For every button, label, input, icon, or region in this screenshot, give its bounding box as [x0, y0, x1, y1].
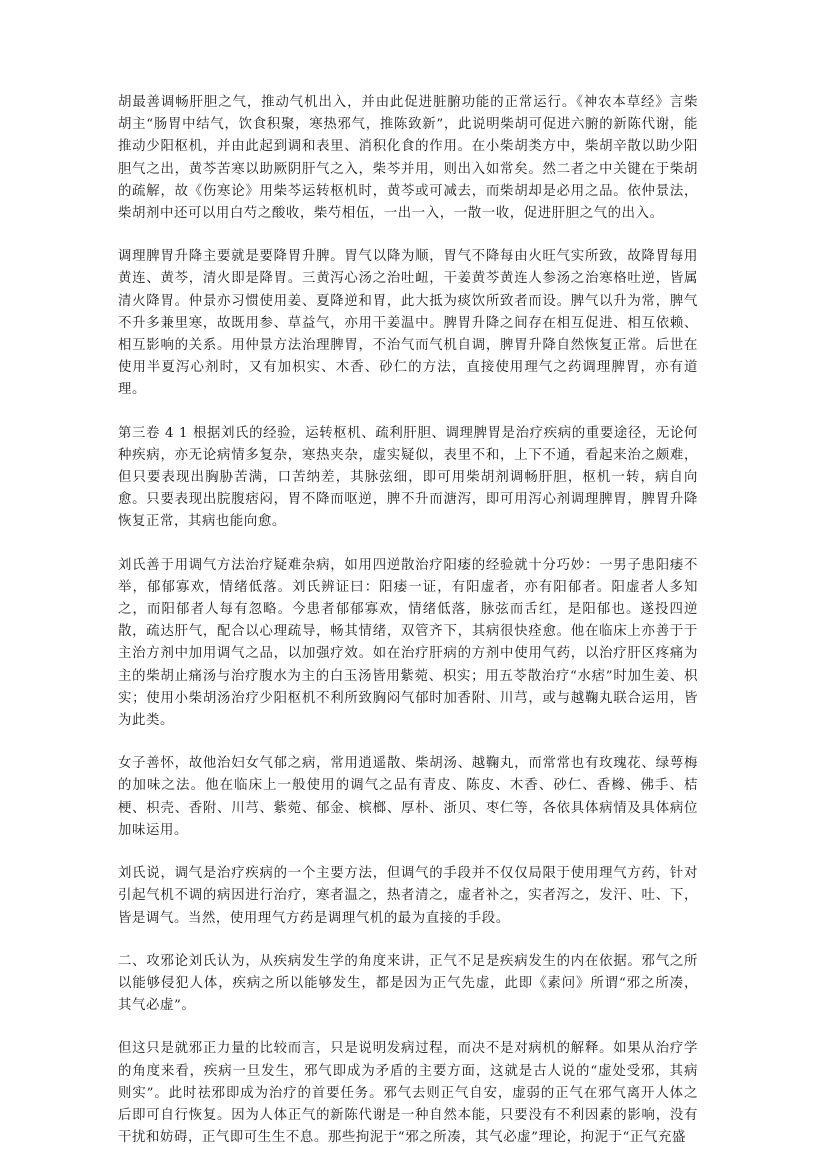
document-page — [118, 92, 698, 1170]
paragraph-qi-regulation-methods: 刘氏说，调气是治疗疾病的一个主要方法，但调气的手段并不仅仅局限于使用理气方药，针对引起气机不调的病因进行治疗，寒者温之，热者清之，虚者补之，实者泻之，发汗、吐、下，皆是调气。当然，使用理气方药是调理气机的最为直接的手段。 — [118, 866, 698, 926]
paragraph-chaihu: 胡最善调畅肝胆之气，推动气机出入，并由此促进脏腑功能的正常运行。《神农本草经》言柴胡主“肠胃中结气，饮食积聚，寒热邪气，推陈致新”，此说明柴胡可促进六腑的新陈代谢，能推动少阳枢机，并由此起到调和表里、消积化食的作用。在小柴胡类方中，柴胡辛散以助少阳胆气之出，黄芩苦寒以助厥阴肝气之入，柴芩并用，则出入如常矣。然二者之中关键在于柴胡的疏解，故《伤寒论》用柴芩运转枢机时，黄芩或可减去，而柴胡却是必用之品。依仲景法，柴胡剂中还可以用白芍之酸收，柴芍相伍，一出一入，一散一收，促进肝胆之气的出入。 — [118, 95, 698, 222]
paragraph-qi-regulation-cases: 刘氏善于用调气方法治疗疑难杂病，如用四逆散治疗阳痿的经验就十分巧妙：一男子患阳痿不举，郁郁寡欢，情绪低落。刘氏辨证曰：阳痿一证，有阳虚者，亦有阳郁者。阳虚者人多知之，而阳郁者人每有忽略。今患者郁郁寡欢，情绪低落，脉弦而舌红，是阳郁也。遂投四逆散，疏达肝气，配合以心理疏导，畅其情绪，双管齐下，其病很快痊愈。他在临床上亦善于于主治方剂中加用调气之品，以加强疗效。如在治疗肝病的方剂中使用气药，以治疗肝区疼痛为主的柴胡止痛汤与治疗腹水为主的白玉汤皆用紫菀、枳实；用五苓散治疗“水痞”时加生姜、枳实；使用小柴胡汤治疗少阳枢机不利所致胸闷气郁时加香附、川芎，或与越鞠丸联合运用，皆为此类。 — [118, 557, 698, 729]
paragraph-spleen-stomach: 调理脾胃升降主要就是要降胃升脾。胃气以降为顺，胃气不降每由火旺气实所致，故降胃每用黄连、黄芩，清火即是降胃。三黄泻心汤之治吐衄，干姜黄芩黄连人参汤之治寒格吐逆，皆属清火降胃。仲景亦习惯使用姜、夏降逆和胃，此大抵为痰饮所致者而设。脾气以升为常，脾气不升多兼里寒，故既用参、草益气，亦用干姜温中。脾胃升降之间存在相互促进、相互依赖、相互影响的关系。用仲景方法治理脾胃，不治气而气机自调，脾胃升降自然恢复正常。后世在使用半夏泻心剂时，又有加枳实、木香、砂仁的方法，直接使用理气之药调理脾胃，亦有道理。 — [118, 249, 698, 398]
paragraph-attacking-pathogen: 二、攻邪论刘氏认为，从疾病发生学的角度来讲，正气不足是疾病发生的内在依据。邪气之所以能够侵犯人体，疾病之所以能够发生，都是因为正气先虚，此即《素问》所谓“邪之所凑，其气必虚”。 — [118, 953, 698, 1014]
paragraph-women-qi-stagnation: 女子善怀，故他治妇女气郁之病，常用逍遥散、柴胡汤、越鞠丸，而常常也有玫瑰花、绿萼梅的加味之法。他在临床上一般使用的调气之品有青皮、陈皮、木香、砂仁、香橼、佛手、桔梗、枳壳、香附、川芎、紫菀、郁金、槟榔、厚朴、浙贝、枣仁等，各依具体病情及具体病位加味运用。 — [118, 756, 698, 838]
paragraph-pathogen-dominance: 但这只是就邪正力量的比较而言，只是说明发病过程，而决不是对病机的解释。如果从治疗学的角度来看，疾病一旦发生，邪气即成为矛盾的主要方面，这就是古人说的“虚处受邪，其病则实”。此时祛邪即成为治疗的首要任务。邪气去则正气自安，虚弱的正气在邪气离开人体之后即可自行恢复。因为人体正气的新陈代谢是一种自然本能，只要没有不利因素的影响，没有干扰和妨碍，正气即可生生不息。那些拘泥于“邪之所凑，其气必虚”理论，拘泥于“正气充盛 — [118, 1041, 698, 1146]
paragraph-liu-experience: 第三卷 4 1 根据刘氏的经验，运转枢机、疏利肝胆、调理脾胃是治疗疾病的重要途径，无论何种疾病，亦无论病情多复杂，寒热夹杂，虚实疑似，表里不和，上下不通，看起来治之颇难，但只要表现出胸胁苦满，口苦纳差，其脉弦细，即可用柴胡剂调畅肝胆，枢机一转，病自向愈。只要表现出脘腹痞闷，胃不降而呕逆，脾不升而溏泻，即可用泻心剂调理脾胃，脾胃升降恢复正常，其病也能向愈。 — [118, 425, 698, 530]
